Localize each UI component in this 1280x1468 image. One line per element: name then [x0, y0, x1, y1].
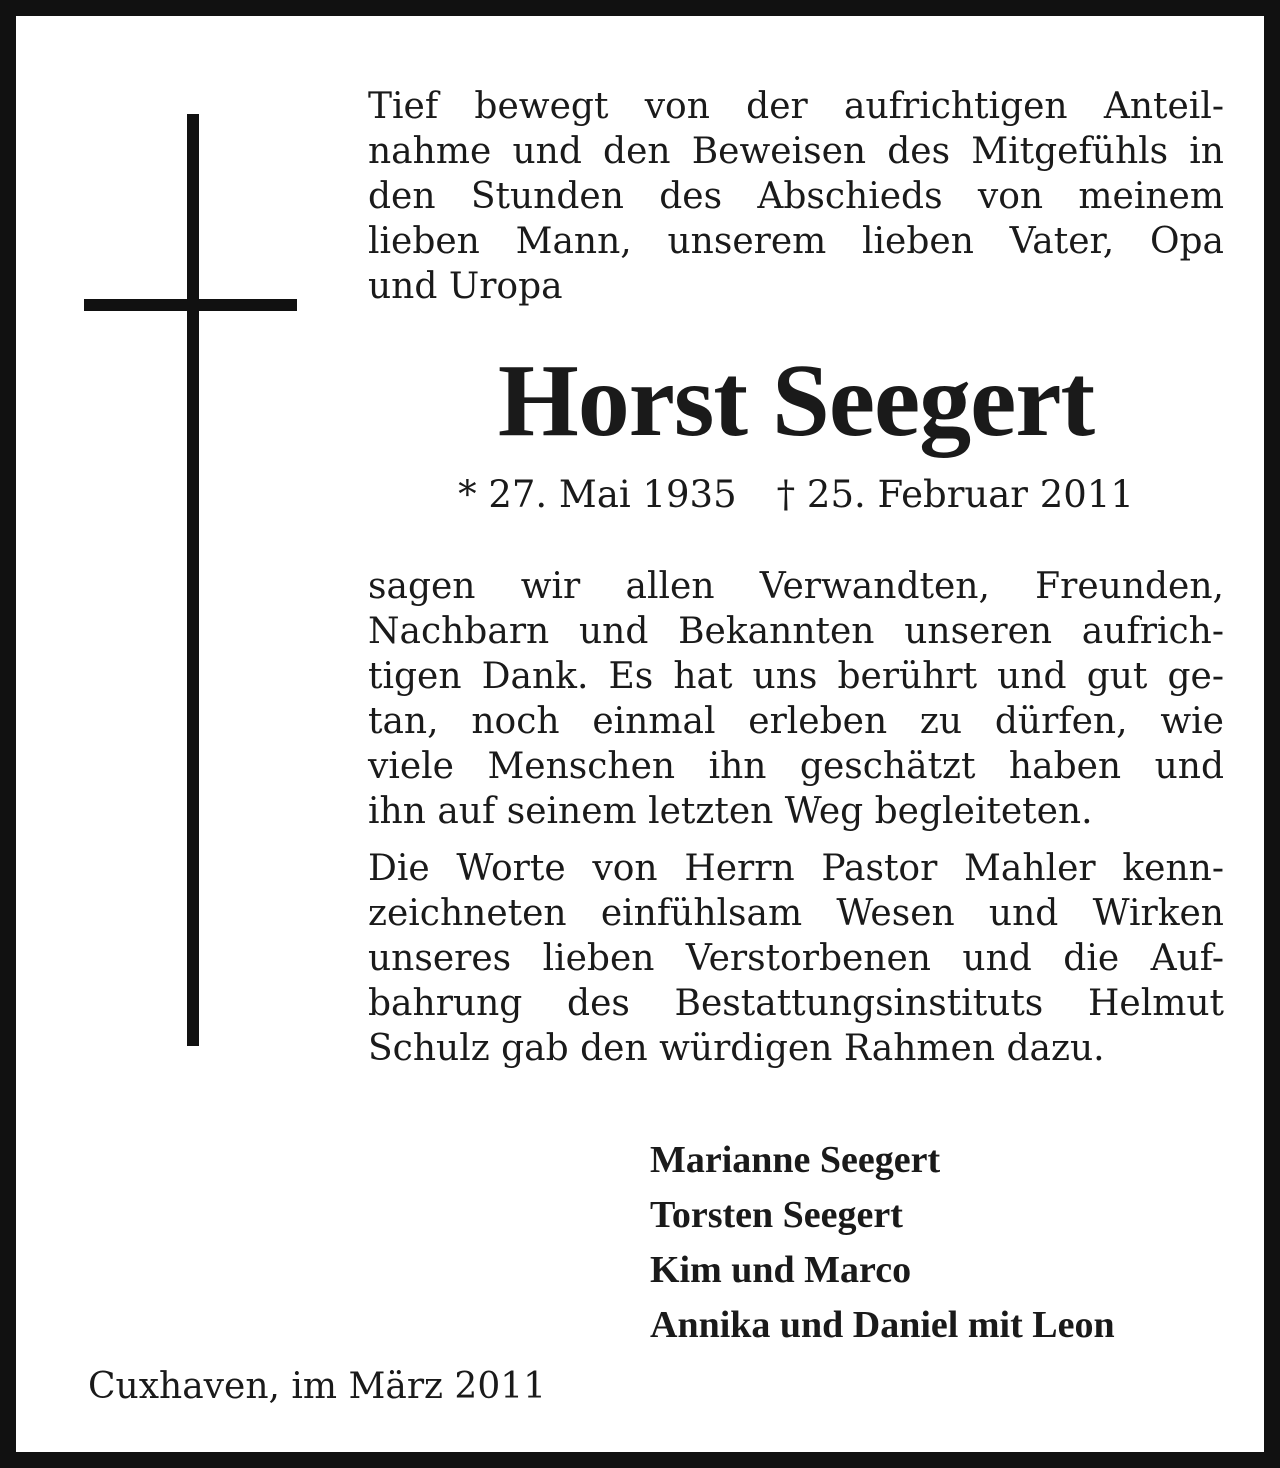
- death-date: † 25. Februar 2011: [776, 473, 1134, 516]
- intro-line: den Stunden des Abschieds von meinem: [368, 176, 1224, 217]
- words-line: zeichneten einfühlsam Wesen und Wirken: [368, 893, 1224, 934]
- signer-name: Torsten Seegert: [650, 1194, 903, 1236]
- signer-name: Kim und Marco: [650, 1249, 912, 1291]
- thanks-line: tan, noch einmal erleben zu dürfen, wie: [368, 701, 1224, 742]
- intro-paragraph: [368, 84, 1224, 309]
- thanks-line: Nachbarn und Bekannten unseren aufrich-: [368, 611, 1224, 652]
- place-and-date: Cuxhaven, im März 2011: [88, 1366, 547, 1407]
- intro-line: lieben Mann, unserem lieben Vater, Opa: [368, 221, 1224, 262]
- thanks-line: viele Menschen ihn geschätzt haben und: [368, 746, 1224, 787]
- thanks-line: sagen wir allen Verwandten, Freunden,: [368, 566, 1224, 607]
- words-line: Die Worte von Herrn Pastor Mahler kenn-: [368, 848, 1224, 889]
- intro-line: nahme und den Beweisen des Mitgefühls in: [368, 131, 1224, 172]
- birth-date: * 27. Mai 1935: [458, 473, 737, 516]
- thanks-line: tigen Dank. Es hat uns berührt und gut ge-: [368, 656, 1224, 697]
- signer-name: Marianne Seegert: [650, 1139, 941, 1181]
- intro-line: und Uropa: [368, 266, 563, 307]
- intro-line: Tief bewegt von der aufrichtigen Anteil-: [368, 86, 1224, 127]
- signer-name: Annika und Daniel mit Leon: [650, 1304, 1115, 1346]
- cross-vertical-bar: [187, 114, 199, 1046]
- words-line: Schulz gab den würdigen Rahmen dazu.: [368, 1028, 1105, 1069]
- thanks-paragraph: [368, 564, 1224, 834]
- words-line: bahrung des Bestattungsinstituts Helmut: [368, 983, 1224, 1024]
- words-line: unseres lieben Verstorbenen und die Auf-: [368, 938, 1224, 979]
- life-dates: [368, 472, 1224, 517]
- words-paragraph: [368, 846, 1224, 1071]
- signers-list: [650, 1133, 1115, 1353]
- thanks-line: ihn auf seinem letzten Weg begleiteten.: [368, 791, 1093, 832]
- deceased-name: Horst Seegert: [497, 343, 1095, 458]
- cross-horizontal-bar: [84, 299, 297, 311]
